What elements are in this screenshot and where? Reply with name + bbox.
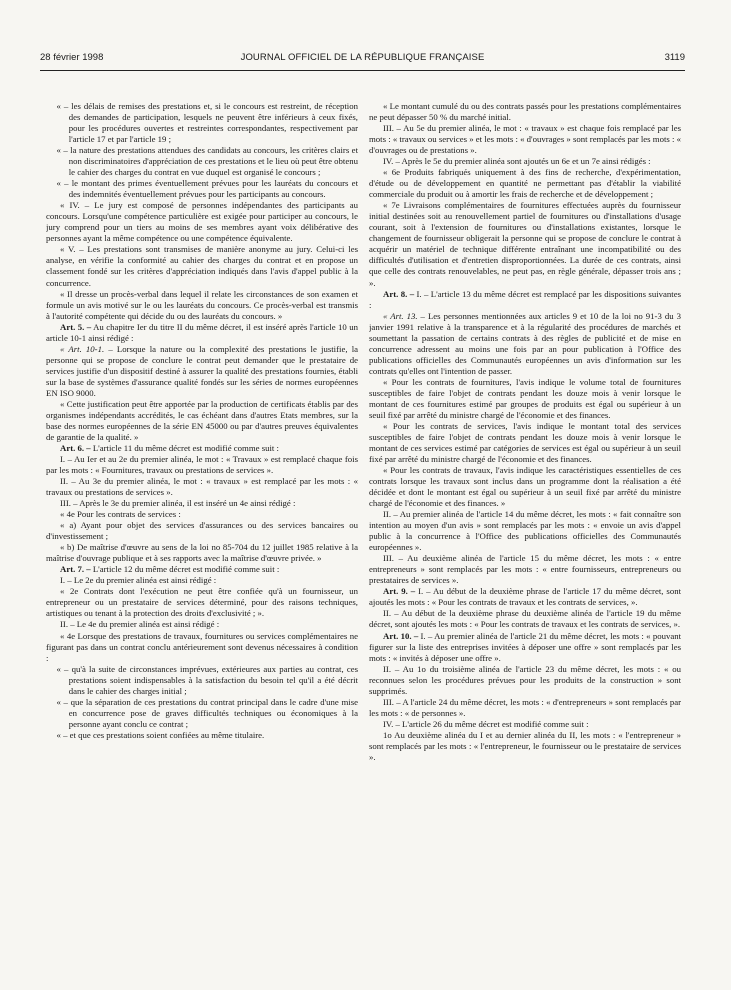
right-column bbox=[369, 101, 681, 963]
article-lead: Art. 9. – bbox=[383, 586, 416, 597]
header-date: 28 février 1998 bbox=[40, 52, 104, 63]
paragraph: II. – Au premier alinéa de l'article 14 du même décret, les mots : « fait connaître son intention au moyen d'un avis » sont remplacés par les mots : « envoie un avis d'appel public à la concurrence à l'Office des publications officielles des Communautés européennes ». bbox=[369, 509, 681, 553]
article-text: I. – Au premier alinéa de l'article 21 du même décret, les mots : « pouvant figurer sur la liste des entreprises invitées à déposer une offre » sont remplacés par les mots : « invités à déposer une offre ». bbox=[369, 630, 681, 663]
header-rule bbox=[40, 70, 685, 71]
paragraph: 1o Au deuxième alinéa du I et au dernier alinéa du II, les mots : « l'entrepreneur » sont remplacés par les mots : « l'entrepreneur, le fournisseur ou le prestataire de services ». bbox=[369, 729, 681, 762]
paragraph: « IV. – Le jury est composé de personnes indépendantes des participants au concours. Lorsqu'une compétence particulière est exigée pour participer au concours, le jury comprend pour un tiers au moins de ses membres ayant voix délibérative des personnes ayant la même compétence ou une compétence équivalente. bbox=[46, 200, 358, 244]
paragraph: « Pour les contrats de travaux, l'avis indique les caractéristiques essentielles de ces contrats lorsque les travaux sont inclus dans un programme dont la réalisation a été décidée et dont le montant est égal ou supérieur à un seuil fixé par arrêté du ministre chargé de l'économie et des finances. » bbox=[369, 465, 681, 509]
paragraph: « 4e Lorsque des prestations de travaux, fournitures ou services complémentaires ne figurant pas dans un contrat conclu antérieurement sont devenus nécessaires à condition : bbox=[46, 630, 358, 663]
paragraph: « b) De maîtrise d'œuvre au sens de la loi no 85-704 du 12 juillet 1985 relative à la maîtrise d'ouvrage publique et à ses rapports avec la maîtrise d'œuvre privée. » bbox=[46, 542, 358, 564]
article-text: L'article 11 du même décret est modifié comme suit : bbox=[90, 442, 279, 453]
paragraph bbox=[46, 443, 358, 454]
paragraph: IV. – L'article 26 du même décret est modifié comme suit : bbox=[383, 718, 589, 729]
paragraph: « – la nature des prestations attendues des candidats au concours, les critères clairs et non discriminatoires d'appréciation de ces prestations et le lieu où peut être obtenu le cahier des charges du contrat en vue duquel est organisé le concours ; bbox=[56, 145, 358, 178]
paragraph: III. – Au deuxième alinéa de l'article 15 du même décret, les mots : « entre entrepreneurs » sont remplacés par les mots : « entre fournisseurs, entrepreneurs ou prestataires de services ». bbox=[369, 553, 681, 586]
paragraph: « Le montant cumulé du ou des contrats passés pour les prestations complémentaires ne peut dépasser 50 % du marché initial. bbox=[369, 101, 681, 123]
paragraph: IV. – Après le 5e du premier alinéa sont ajoutés un 6e et un 7e ainsi rédigés : bbox=[383, 156, 651, 167]
paragraph: II. – Le 4e du premier alinéa est ainsi rédigé : bbox=[60, 619, 220, 630]
paragraph: « V. – Les prestations sont transmises de manière anonyme au jury. Celui-ci les analyse, en vérifie la conformité au cahier des charges du contrat et en propose un classement fondé sur les critères d'appréciation indiqués dans l'avis d'appel public à la concurrence. bbox=[46, 244, 358, 288]
journal-title: JOURNAL OFFICIEL DE LA RÉPUBLIQUE FRANÇAISE bbox=[240, 52, 485, 63]
article-text: Au chapitre Ier du titre II du même décret, il est inséré après l'article 10 un article 10-1 ainsi rédigé : bbox=[46, 321, 358, 343]
paragraph: « 6e Produits fabriqués uniquement à des fins de recherche, d'expérimentation, d'étude ou de développement en quantité ne permettant pas d'établir la viabilité commerciale du produit ou à amortir les frais de recherche et de développement ; bbox=[369, 167, 681, 200]
article-text: I. – L'article 13 du même décret est remplacé par les dispositions suivantes : bbox=[369, 288, 681, 310]
paragraph bbox=[46, 344, 358, 399]
paragraph: « – qu'à la suite de circonstances imprévues, extérieures aux parties au contrat, ces prestations soient indispensables à la satisfaction du besoin tel qu'il a été décrit dans le cahier des charges initial ; bbox=[56, 663, 358, 696]
article-text: – Lorsque la nature ou la complexité des prestations le justifie, la personne qui se propose de conclure le contrat peut demander que le prestataire de services justifie d'un dispositif destiné à assurer la qualité des prestations fournies, établi sur la base de systèmes d'assurance qualité fondés sur les séries de normes européennes EN ISO 9000. bbox=[46, 343, 358, 398]
article-lead: Art. 5. – bbox=[60, 321, 92, 332]
paragraph: II. – Au début de la deuxième phrase du deuxième alinéa de l'article 19 du même décret, sont ajoutés les mots : « Pour les contrats de travaux et les contrats de services, ». bbox=[369, 608, 681, 630]
page-number: 3119 bbox=[664, 52, 685, 63]
paragraph bbox=[369, 631, 681, 664]
page-header bbox=[40, 52, 685, 68]
paragraph bbox=[46, 322, 358, 344]
left-column bbox=[46, 101, 358, 963]
paragraph: « Il dresse un procès-verbal dans lequel il relate les circonstances de son examen et formule un avis motivé sur le ou les lauréats du concours. Ce procès-verbal est transmis à l'autorité compétente qui décide du ou des lauréats du concours. » bbox=[46, 288, 358, 321]
paragraph bbox=[369, 311, 681, 377]
paragraph: I. – Le 2e du premier alinéa est ainsi rédigé : bbox=[60, 575, 217, 586]
paragraph: « 4e Pour les contrats de services : bbox=[60, 509, 181, 520]
article-lead: « Art. 10-1. bbox=[60, 343, 105, 354]
article-text: L'article 12 du même décret est modifié comme suit : bbox=[90, 564, 280, 575]
paragraph: « Pour les contrats de services, l'avis indique le montant total des services susceptibles de faire l'objet de contrats pendant les douze mois à venir lorsque le montant de ces services estimé par catégories de services est égal ou supérieur à un seuil fixé par arrêté du ministre chargé de l'économie et des finances. bbox=[369, 420, 681, 464]
article-lead: Art. 10. – bbox=[383, 630, 419, 641]
paragraph bbox=[369, 289, 681, 311]
paragraph: II. – Au 3e du premier alinéa, le mot : « travaux » est remplacé par les mots : « travaux ou prestations de services ». bbox=[46, 476, 358, 498]
paragraph: III. – Après le 3e du premier alinéa, il est inséré un 4e ainsi rédigé : bbox=[60, 498, 296, 509]
paragraph: « – que la séparation de ces prestations du contrat principal dans le cadre d'une mise en concurrence pose de graves difficultés techniques ou économiques à la personne ayant conclu ce contrat ; bbox=[56, 696, 358, 729]
paragraph: II. – Au 1o du troisième alinéa de l'article 23 du même décret, les mots : « ou reconnues selon les procédures prévues pour les produits de la construction » sont supprimés. bbox=[369, 663, 681, 696]
article-lead: « Art. 13. bbox=[383, 310, 418, 321]
paragraph: I. – Au Ier et au 2e du premier alinéa, le mot : « Travaux » est remplacé chaque fois par les mots : « Fournitures, travaux ou prestations de services ». bbox=[46, 454, 358, 476]
paragraph bbox=[369, 586, 681, 608]
paragraph: III. – Au 5e du premier alinéa, le mot : « travaux » est chaque fois remplacé par les mots : « travaux ou services » et les mots : « d'ouvrages » sont remplacés par les mots : « d'ouvrages ou de prestations ». bbox=[369, 123, 681, 156]
paragraph: III. – A l'article 24 du même décret, les mots : « d'entrepreneurs » sont remplacés par les mots : « de personnes ». bbox=[369, 696, 681, 718]
paragraph: « – et que ces prestations soient confiées au même titulaire. bbox=[56, 729, 265, 740]
paragraph: « a) Ayant pour objet des services d'assurances ou des services bancaires ou d'investissement ; bbox=[46, 520, 358, 542]
article-text: I. – Au début de la deuxième phrase de l'article 17 du même décret, sont ajoutés les mots : « Pour les contrats de travaux et les contrats de services, ». bbox=[369, 586, 681, 608]
paragraph: « 7e Livraisons complémentaires de fournitures effectuées auprès du fournisseur initial destinées soit au renouvellement partiel de fournitures ou d'installations d'usage courant, soit à l'extension de fournitures ou d'installations existantes, lorsque le changement de fournisseur obligerait la personne qui se propose de conclure le contrat à acquérir un matériel de technique différente entraînant une incompatibilité ou des difficultés d'utilisation et d'entretien disproportionnées. La durée de ces contrats, ainsi que celle des contrats renouvelables, ne peut pas, en règle générale, dépasser trois ans ; ». bbox=[369, 200, 681, 288]
paragraph: « Cette justification peut être apportée par la production de certificats établis par des organismes indépendants accrédités, le cas échéant dans d'autres Etats membres, sur la base des normes européennes de la série EN 45000 ou par d'autres preuves équivalentes de garantie de la qualité. » bbox=[46, 398, 358, 442]
paragraph: « 2e Contrats dont l'exécution ne peut être confiée qu'à un fournisseur, un entrepreneur ou un prestataire de services déterminé, pour des raisons techniques, artistiques ou tenant à la protection des droits d'exclusivité ; ». bbox=[46, 586, 358, 619]
paragraph: « – le montant des primes éventuellement prévues pour les lauréats du concours et des indemnités éventuellement prévues pour les participants au concours. bbox=[56, 178, 358, 200]
paragraph bbox=[46, 564, 358, 575]
paragraph: « – les délais de remises des prestations et, si le concours est restreint, de réception des demandes de participation, lesquels ne peuvent être inférieurs à ceux fixés, pour les procédures ouvertes et restreintes correspondantes, respectivement par l'article 17 et par l'article 19 ; bbox=[56, 101, 358, 145]
article-lead: Art. 6. – bbox=[60, 442, 91, 453]
article-lead: Art. 8. – bbox=[383, 288, 415, 299]
article-text: – Les personnes mentionnées aux articles 9 et 10 de la loi no 91-3 du 3 janvier 1991 relative à la transparence et à la régularité des procédures de marchés et soumettant la passation de certains contrats à des règles de publicité et de mise en concurrence adressent au moins une fois par an pour publication à l'Office des publications officielles des Communautés européennes un avis d'information sur les contrats qu'elles ont l'intention de passer. bbox=[369, 310, 681, 376]
paragraph: « Pour les contrats de fournitures, l'avis indique le volume total de fournitures susceptibles de faire l'objet de contrats pendant les douze mois à venir lorsque le montant de ces fournitures estimé par groupes de produits est égal ou supérieur à un seuil fixé par arrêté du ministre chargé de l'économie et des finances. bbox=[369, 376, 681, 420]
article-lead: Art. 7. – bbox=[60, 564, 91, 575]
